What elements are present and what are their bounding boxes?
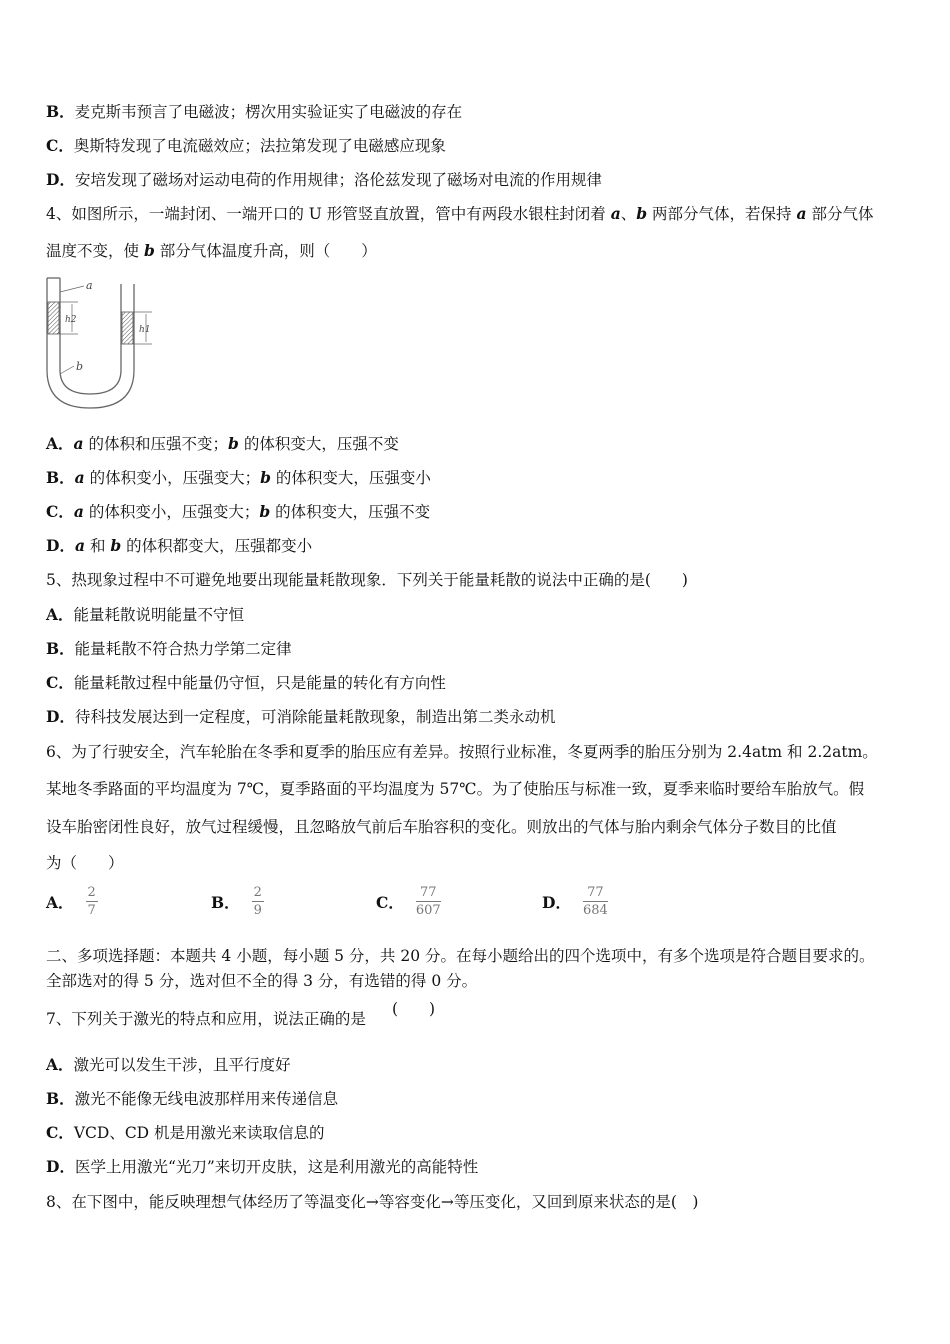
- option-label: C．: [376, 892, 404, 912]
- q6-stem-line-1: 6、为了行驶安全，汽车轮胎在冬季和夏季的胎压应有差异。按照行业标准，冬夏两季的胎压分别为 2.4atm 和 2.2atm。: [46, 743, 878, 761]
- label-h2: h2: [65, 315, 77, 325]
- option-label: D．: [46, 536, 75, 555]
- option-label: C．: [46, 673, 74, 692]
- option-text: 的体积都变大，压强都变小: [121, 537, 313, 555]
- q5-stem: 5、热现象过程中不可避免地要出现能量耗散现象．下列关于能量耗散的说法中正确的是( ): [46, 571, 688, 589]
- q5-option-d: [46, 707, 555, 727]
- option-text: VCD、CD 机是用激光来读取信息的: [73, 1124, 325, 1142]
- numerator: 77: [587, 885, 604, 900]
- q7-option-b: [46, 1089, 338, 1109]
- q7-answer-paren: ( ): [392, 1000, 436, 1018]
- option-text: 医学上用激光“光刀”来切开皮肤，这是利用激光的高能特性: [74, 1158, 479, 1176]
- option-text: 麦克斯韦预言了电磁波；楞次用实验证实了电磁波的存在: [74, 103, 463, 121]
- option-text: 的体积和压强不变；: [88, 435, 229, 453]
- option-label: C．: [46, 136, 74, 155]
- option-text: 奥斯特发现了电流磁效应；法拉第发现了电磁感应现象: [73, 137, 446, 155]
- option-label: D．: [542, 892, 571, 912]
- option-text: 的体积变小，压强变大；: [88, 503, 260, 521]
- section-2-heading-line-1: 二、多项选择题：本题共 4 小题，每小题 5 分，共 20 分。在每小题给出的四个选项中，有多个选项是符合题目要求的。: [46, 947, 875, 965]
- numerator: 2: [87, 885, 96, 900]
- stem-text: 两部分气体，若保持: [647, 205, 797, 223]
- var-a: a: [796, 204, 807, 223]
- option-text: 的体积变大，压强不变: [243, 435, 399, 453]
- var-b: b: [228, 434, 239, 453]
- var-b: b: [260, 468, 271, 487]
- var-b: b: [636, 204, 648, 223]
- var-b: b: [110, 536, 122, 555]
- q7-option-a: [46, 1055, 291, 1075]
- option-text: 能量耗散过程中能量仍守恒，只是能量的转化有方向性: [73, 674, 446, 692]
- q5-option-c: [46, 673, 446, 693]
- q3-option-c: [46, 136, 446, 156]
- option-label: B．: [46, 102, 75, 121]
- option-text: 的体积变大，压强变小: [275, 469, 431, 487]
- q5-option-b: [46, 639, 292, 659]
- var-b: b: [259, 502, 271, 521]
- u-tube-inner-wall: [60, 278, 121, 394]
- u-tube-figure: [40, 270, 170, 415]
- option-label: D．: [46, 170, 75, 189]
- fraction: [583, 885, 608, 918]
- option-text: 激光不能像无线电波那样用来传递信息: [74, 1090, 339, 1108]
- denominator: 684: [582, 903, 608, 918]
- option-label: B．: [211, 892, 240, 912]
- fraction: [86, 885, 98, 918]
- option-label: B．: [46, 1089, 75, 1108]
- numerator: 2: [253, 885, 262, 900]
- section-2-heading-line-2: 全部选对的得 5 分，选对但不全的得 3 分，有选错的得 0 分。: [46, 972, 478, 990]
- q5-option-a: [46, 605, 244, 625]
- q4-option-c: [46, 502, 430, 522]
- q4-stem-line-1: [46, 204, 873, 224]
- option-label: C．: [46, 502, 74, 521]
- option-label: A．: [46, 605, 74, 624]
- option-label: D．: [46, 707, 75, 726]
- q6-stem-line-3: 设车胎密闭性良好，放气过程缓慢，且忽略放气前后车胎容积的变化。则放出的气体与胎内剩余气体分子数目的比值: [46, 818, 837, 836]
- q8-stem: 8、在下图中，能反映理想气体经历了等温变化→等容变化→等压变化，又回到原来状态的是( ): [46, 1193, 699, 1211]
- q3-option-d: [46, 170, 602, 190]
- option-label: A．: [46, 434, 74, 453]
- mercury-column-left: [48, 302, 59, 334]
- option-text: 能量耗散说明能量不守恒: [73, 606, 245, 624]
- label-a: a: [86, 279, 93, 292]
- q4-option-d: [46, 536, 312, 556]
- q7-option-d: [46, 1157, 478, 1177]
- numerator: 77: [419, 885, 437, 900]
- q4-option-b: [46, 468, 431, 488]
- stem-text: 、: [620, 205, 637, 223]
- q6-stem-line-4: 为（ ）: [46, 854, 124, 872]
- stem-text: 部分气体温度升高，则（ ）: [154, 242, 377, 260]
- q6-option-d: [542, 885, 608, 918]
- var-a: a: [74, 536, 85, 555]
- denominator: 607: [415, 903, 441, 918]
- option-text: 安培发现了磁场对运动电荷的作用规律；洛伦兹发现了磁场对电流的作用规律: [74, 171, 602, 189]
- denominator: 7: [87, 903, 96, 918]
- var-a: a: [74, 468, 85, 487]
- q6-option-b: [211, 885, 264, 918]
- option-text: 的体积变小，压强变大；: [89, 469, 261, 487]
- q7-option-c: [46, 1123, 325, 1143]
- q6-option-c: [376, 885, 441, 918]
- option-label: B．: [46, 639, 75, 658]
- q7-stem: 7、下列关于激光的特点和应用，说法正确的是: [46, 1010, 366, 1028]
- option-label: D．: [46, 1157, 75, 1176]
- option-text: 能量耗散不符合热力学第二定律: [74, 640, 292, 658]
- option-label: A．: [46, 1055, 74, 1074]
- mercury-column-right: [122, 312, 133, 344]
- var-a: a: [73, 502, 84, 521]
- option-text: 待科技发展达到一定程度，可消除能量耗散现象，制造出第二类永动机: [74, 708, 556, 726]
- stem-text: 部分气体: [806, 205, 874, 223]
- var-b: b: [143, 241, 155, 260]
- option-text: 和: [89, 537, 111, 555]
- q3-option-b: [46, 102, 462, 122]
- q4-stem-line-2: [46, 241, 377, 261]
- option-text: 激光可以发生干涉，且平行度好: [73, 1056, 291, 1074]
- stem-text: 4、如图所示，一端封闭、一端开口的 U 形管竖直放置，管中有两段水银柱封闭着: [46, 205, 611, 223]
- q6-stem-line-2: 某地冬季路面的平均温度为 7℃，夏季路面的平均温度为 57℃。为了使胎压与标准一致，夏季来临时要给车胎放气。假: [46, 780, 865, 798]
- q4-option-a: [46, 434, 399, 454]
- option-text: 的体积变大，压强不变: [275, 503, 431, 521]
- q6-option-a: [46, 885, 98, 918]
- u-tube-diagram: [40, 270, 170, 415]
- option-label: C．: [46, 1123, 74, 1142]
- denominator: 9: [253, 903, 262, 918]
- label-h1: h1: [139, 325, 151, 335]
- label-b: b: [76, 360, 84, 373]
- stem-text: 温度不变，使: [46, 242, 144, 260]
- option-label: B．: [46, 468, 75, 487]
- option-label: A．: [46, 892, 74, 912]
- var-a: a: [73, 434, 84, 453]
- var-a: a: [610, 204, 621, 223]
- fraction: [416, 885, 441, 918]
- fraction: [252, 885, 264, 918]
- q6-options: [46, 885, 846, 929]
